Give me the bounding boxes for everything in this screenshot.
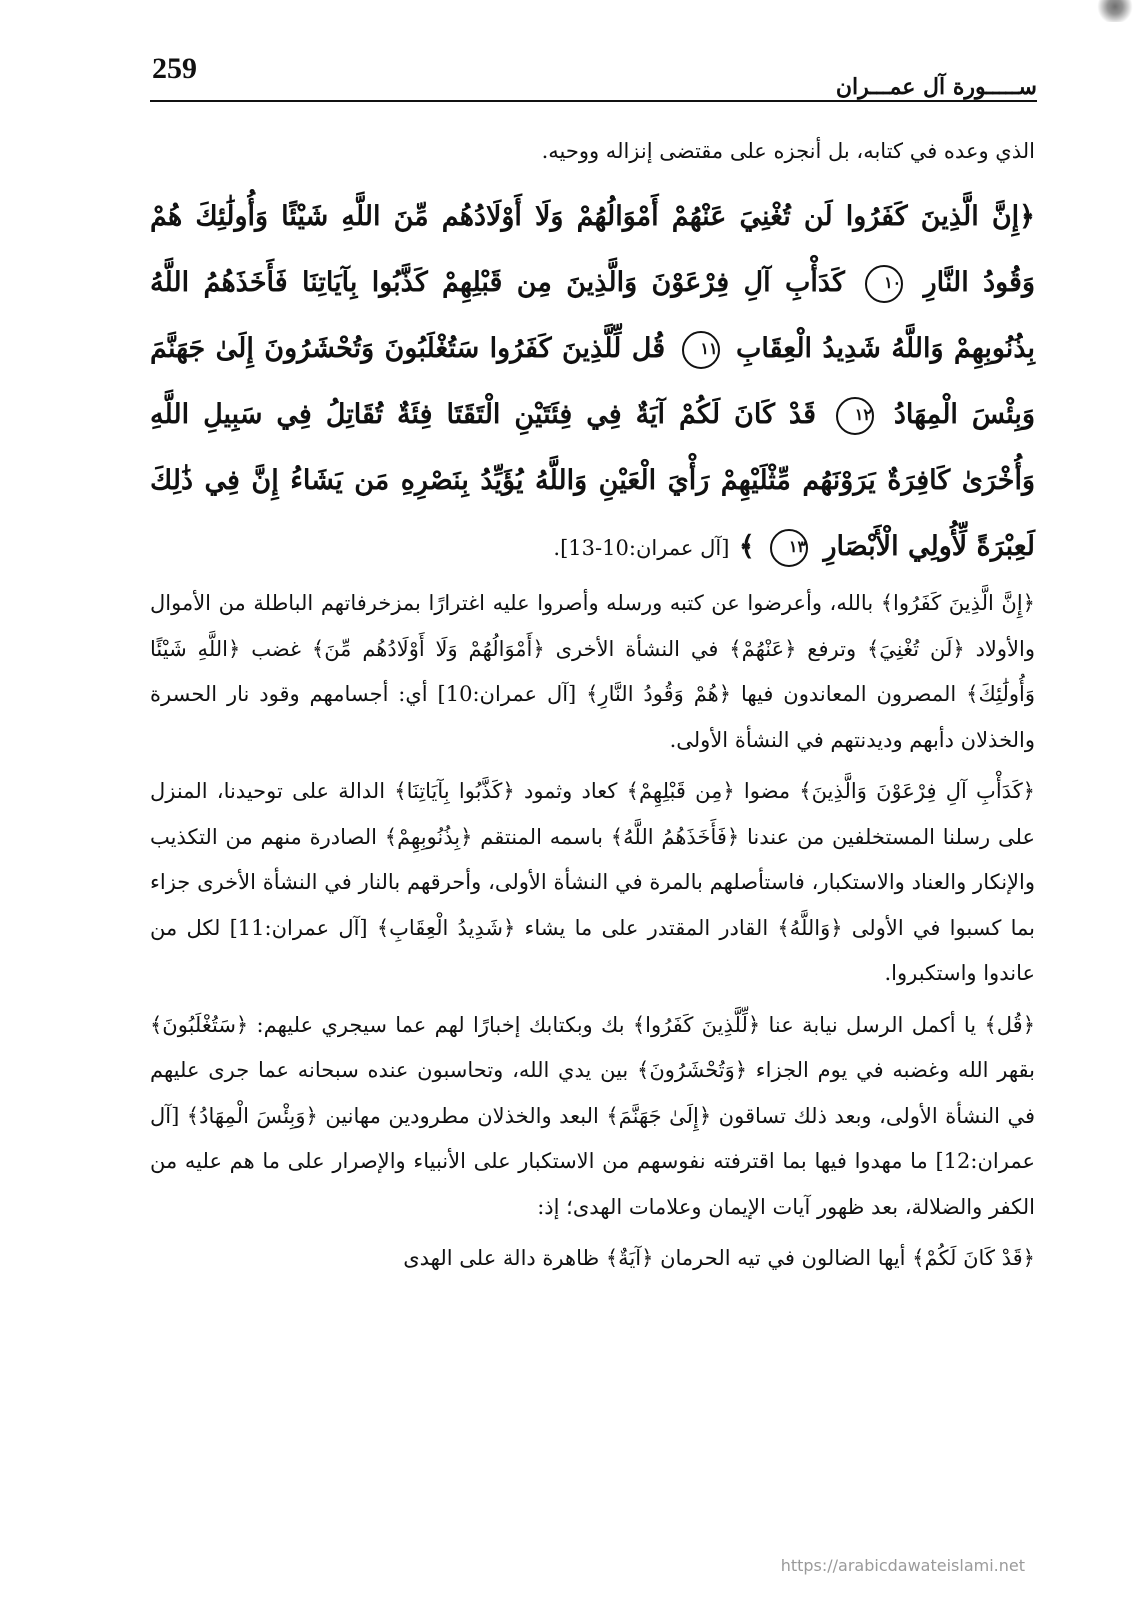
verses-closing-bracket: ﴾ [738, 531, 755, 562]
verse-12-text: قُل لِّلَّذِينَ كَفَرُوا سَتُغْلَبُونَ وَتُحْشَرُونَ إِلَىٰ جَهَنَّمَ وَبِئْسَ الْمِهَادُ [150, 333, 1035, 430]
page-number: 259 [152, 52, 197, 85]
scan-smudge [1095, 0, 1135, 22]
header-divider [150, 100, 1037, 102]
commentary-paragraph: ﴿قُل﴾ يا أكمل الرسل نيابة عنا ﴿لِّلَّذِينَ كَفَرُوا﴾ بك وبكتابك إخبارًا لهم عما سيجري عليهم: ﴿سَتُغْلَبُونَ﴾ بقهر الله وغضبه في يوم الجزاء ﴿وَتُحْشَرُونَ﴾ بين يدي الله، وتحاسبون عنده سبحانه عما جرى عليهم في النشأة الأولى، وبعد ذلك تساقون ﴿إِلَىٰ جَهَنَّمَ﴾ البعد والخذلان مطرودين مهانين ﴿وَبِئْسَ الْمِهَادُ﴾ [آل عمران:12] ما مهدوا فيها بما اقترفته نفوسهم من الاستكبار على الأنبياء والإصرار على ما هم عليه من الكفر والضلالة، بعد ظهور آيات الإيمان وعلامات الهدى؛ إذ: [150, 1012, 1035, 1219]
verse-marker-11: ١١ [682, 331, 720, 369]
page-body [150, 130, 1035, 1288]
surah-title: ســـــورة آل عمـــران [835, 74, 1037, 100]
quran-verses-block [150, 184, 1035, 581]
verse-10-text: ﴿إِنَّ الَّذِينَ كَفَرُوا لَن تُغْنِيَ عَنْهُمْ أَمْوَالُهُمْ وَلَا أَوْلَادُهُم مِّنَ اللَّهِ شَيْئًا وَأُولَٰئِكَ هُمْ وَقُودُ النَّارِ [150, 201, 1035, 298]
verse-marker-13: ١٣ [770, 529, 808, 567]
commentary-paragraph: ﴿كَدَأْبِ آلِ فِرْعَوْنَ وَالَّذِينَ﴾ مضوا ﴿مِن قَبْلِهِمْ﴾ كعاد وثمود ﴿كَذَّبُوا بِآيَاتِنَا﴾ الدالة على توحيدنا، المنزل على رسلنا المستخلفين من عندنا ﴿فَأَخَذَهُمُ اللَّهُ﴾ باسمه المنتقم ﴿بِذُنُوبِهِمْ﴾ الصادرة منهم من التكذيب والإنكار والعناد والاستكبار، فاستأصلهم بالمرة في النشأة الأولى، وأحرقهم بالنار في النشأة الأخرى جزاء بما كسبوا في الأولى ﴿وَاللَّهُ﴾ القادر المقتدر على ما يشاء ﴿شَدِيدُ الْعِقَابِ﴾ [آل عمران:11] لكل من عاندوا واستكبروا. [150, 779, 1035, 985]
verse-marker-10: ١٠ [865, 265, 903, 303]
intro-line: الذي وعده في كتابه، بل أنجزه على مقتضى إنزاله ووحيه. [541, 139, 1035, 163]
verse-marker-12: ١٢ [836, 397, 874, 435]
verse-11-text: كَدَأْبِ آلِ فِرْعَوْنَ وَالَّذِينَ مِن قَبْلِهِمْ كَذَّبُوا بِآيَاتِنَا فَأَخَذَهُمُ اللَّهُ بِذُنُوبِهِمْ وَاللَّهُ شَدِيدُ الْعِقَابِ [150, 267, 1036, 364]
commentary-paragraph: ﴿قَدْ كَانَ لَكُمْ﴾ أيها الضالون في تيه الحرمان ﴿آيَةٌ﴾ ظاهرة دالة على الهدى [403, 1246, 1035, 1270]
commentary-paragraph: ﴿إِنَّ الَّذِينَ كَفَرُوا﴾ بالله، وأعرضوا عن كتبه ورسله وأصروا عليه اغترارًا بمزخرفاتهم الباطلة من الأموال والأولاد ﴿لَن تُغْنِيَ﴾ وترفع ﴿عَنْهُمْ﴾ في النشأة الأخرى ﴿أَمْوَالُهُمْ وَلَا أَوْلَادُهُم مِّنَ﴾ غضب ﴿اللَّهِ شَيْئًا وَأُولَٰئِكَ﴾ المصرون المعاندون فيها ﴿هُمْ وَقُودُ النَّارِ﴾ [آل عمران:10] أي: أجسامهم وقود نار الحسرة والخذلان دأبهم وديدنتهم في النشأة الأولى. [150, 591, 1035, 752]
verses-reference: [آل عمران:10-13]. [553, 536, 730, 560]
verse-13-text: قَدْ كَانَ لَكُمْ آيَةٌ فِي فِئَتَيْنِ الْتَقَتَا فِئَةٌ تُقَاتِلُ فِي سَبِيلِ اللَّهِ وَأُخْرَىٰ كَافِرَةٌ يَرَوْنَهُم مِّثْلَيْهِمْ رَأْيَ الْعَيْنِ وَاللَّهُ يُؤَيِّدُ بِنَصْرِهِ مَن يَشَاءُ إِنَّ فِي ذَٰلِكَ لَعِبْرَةً لِّأُولِي الْأَبْصَارِ [150, 399, 1035, 562]
source-watermark: https://arabicdawateislami.net [780, 1556, 1025, 1575]
